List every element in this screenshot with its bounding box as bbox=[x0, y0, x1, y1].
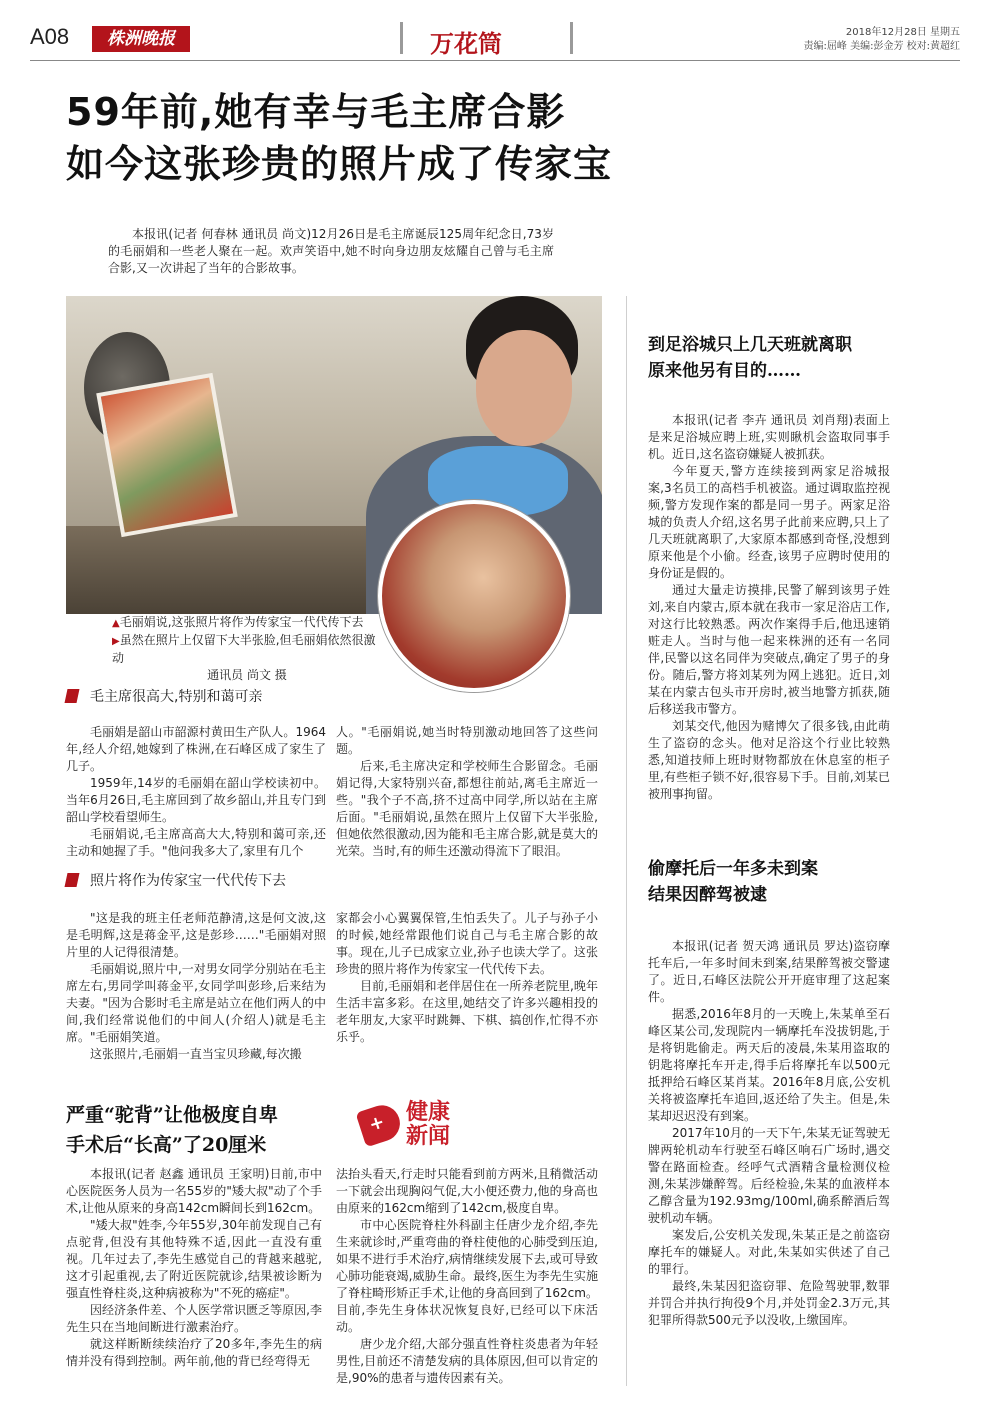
triangle-right-icon: ▶ bbox=[112, 636, 120, 647]
story3-body bbox=[648, 938, 890, 1329]
caption-line-1: ▲毛丽娟说,这张照片将作为传家宝一代代传下去 bbox=[112, 615, 364, 629]
paragraph: "这是我的班主任老师范静清,这是何文波,这是毛明辉,这是蒋金平,这是彭珍……"毛丽娟对照片里的人记得很清楚。 bbox=[66, 911, 326, 959]
paragraph: 毛丽娟说,毛主席高高大大,特别和蔼可亲,还主动和她握了手。"他问我多大了,家里有几个 bbox=[66, 827, 326, 858]
paragraph: 案发后,公安机关发现,朱某正是之前盗窃摩托车的嫌疑人。对此,朱某如实供述了自己的罪行。 bbox=[648, 1228, 890, 1276]
story3-title-line-1: 偷摩托后一年多未到案 bbox=[648, 859, 818, 879]
triangle-up-icon: ▲ bbox=[112, 618, 120, 629]
paragraph: 据悉,2016年8月的一天晚上,朱某单至石峰区某公司,发现院内一辆摩托车没拔钥匙,于是将钥匙偷走。两天后的凌晨,朱某用盗取的钥匙将摩托车开走,得手后将摩托车以500元抵押给石峰区某肖某。2016年8月底,公安机关将被盗摩托车追回,返还给了失主。但是,朱某却迟迟没有到案。 bbox=[648, 1007, 890, 1123]
held-group-photo bbox=[96, 373, 238, 537]
paragraph: 家都会小心翼翼保管,生怕丢失了。儿子与孙子小的时候,她经常跟他们说自己与毛主席合影的故事。现在,儿子已成家立业,孙子也读大学了。这张珍贵的照片将作为传家宝一代代传下去。 bbox=[336, 911, 598, 976]
section-name: 万花筒 bbox=[430, 29, 502, 58]
paragraph: 这张照片,毛丽娟一直当宝贝珍藏,每次搬 bbox=[90, 1047, 302, 1061]
story4-column-left bbox=[66, 1166, 322, 1370]
paragraph: 法抬头看天,行走时只能看到前方两米,且稍微活动一下就会出现胸闷气促,大小便还费力,他的身高也由原来的162cm缩到了142cm,极度自卑。 bbox=[336, 1167, 598, 1215]
section2-column-left bbox=[66, 910, 326, 1063]
paragraph: 唐少龙介绍,大部分强直性脊柱炎患者为年轻男性,目前还不清楚发病的具体原因,但可以肯定的是,90%的患者与遗传因素有关。 bbox=[336, 1337, 598, 1385]
cross-icon: + bbox=[366, 1111, 388, 1136]
photo-credit: 通讯员 尚文 摄 bbox=[207, 668, 287, 682]
story3-title-line-2: 结果因醉驾被逮 bbox=[648, 885, 767, 905]
paragraph: 目前,毛丽娟和老伴居住在一所养老院里,晚年生活丰富多彩。在这里,她结交了许多兴趣相投的老年朋友,大家平时跳舞、下棋、搞创作,忙得不亦乐乎。 bbox=[336, 979, 598, 1044]
health-news-badge bbox=[356, 1088, 474, 1158]
lead-paragraph bbox=[108, 226, 554, 277]
paragraph: 人。"毛丽娟说,她当时特别激动地回答了这些问题。 bbox=[336, 725, 598, 756]
paragraph: 今年夏天,警方连续接到两家足浴城报案,3名员工的高档手机被盗。通过调取监控视频,警方发现作案的都是同一男子。两家足浴城的负责人介绍,这名男子此前来应聘,只上了几天班就离职了,大家原本都感到奇怪,没想到原来他是个小偷。经查,该男子应聘时使用的身份证是假的。 bbox=[648, 464, 890, 580]
caption-line-2: ▶虽然在照片上仅留下大半张脸,但毛丽娟依然很激动 bbox=[112, 633, 376, 665]
story2-title-line-1: 到足浴城只上几天班就离职 bbox=[648, 335, 852, 355]
story4-title-line-1: 严重“驼背”让他极度自卑 bbox=[66, 1104, 278, 1126]
paragraph: 通过大量走访摸排,民警了解到该男子姓刘,来自内蒙古,原本就在我市一家足浴店工作,对这行比较熟悉。两次作案得手后,他迅速销赃走人。当时与他一起来株洲的还有一名同伴,民警以这名同伴为突破点,确定了男子的身份。随后,警方将刘某列为网上逃犯。近日,刘某在内蒙古包头市开房时,被当地警方抓获,随后移送我市警方。 bbox=[648, 583, 890, 716]
header-rule bbox=[30, 60, 960, 61]
newspaper-logo: 株洲晚报 bbox=[92, 26, 190, 52]
photo-caption bbox=[112, 614, 382, 684]
headline-line-2: 如今这张珍贵的照片成了传家宝 bbox=[66, 142, 613, 186]
story2-title-line-2: 原来他另有目的…… bbox=[648, 361, 801, 381]
badge-line-1: 健康 bbox=[406, 1099, 451, 1125]
red-block-icon bbox=[65, 873, 80, 887]
story2-title bbox=[648, 332, 852, 384]
story2-body bbox=[648, 412, 890, 803]
inset-photo-closeup bbox=[378, 500, 570, 692]
lead-text: 本报讯(记者 何春林 通讯员 尚文)12月26日是毛主席诞辰125周年纪念日,73岁的毛丽娟和一些老人聚在一起。欢声笑语中,她不时向身边朋友炫耀自己曾与毛主席合影,又一次讲起了当年的合影故事。 bbox=[108, 227, 554, 275]
badge-line-2: 新闻 bbox=[406, 1123, 451, 1149]
paragraph: 1959年,14岁的毛丽娟在韶山学校读初中。当年6月26日,毛主席回到了故乡韶山,并且专门到韶山学校看望师生。 bbox=[66, 776, 326, 824]
story4-column-right bbox=[336, 1166, 598, 1387]
paragraph: 本报讯(记者 李卉 通讯员 刘肖翔)表面上是来足浴城应聘上班,实则瞅机会盗取同事手机。近日,这名盗窃嫌疑人被抓获。 bbox=[648, 413, 890, 461]
paragraph: 因经济条件差、个人医学常识匮乏等原因,李先生只在当地间断进行激素治疗。 bbox=[66, 1303, 322, 1334]
paragraph: 就这样断断续续治疗了20多年,李先生的病情并没有得到控制。两年前,他的背已经弯得无 bbox=[66, 1337, 322, 1368]
paragraph: "矮大叔"姓李,今年55岁,30年前发现自己有点驼背,但没有其他特殊不适,因此一直没有重视。几年过去了,李先生感觉自己的背越来越驼,这才引起重视,去了附近医院就诊,结果被诊断为强直性脊柱炎,这种病被称为"不死的癌症"。 bbox=[66, 1218, 322, 1300]
paragraph: 毛丽娟是韶山市韶源村黄田生产队人。1964年,经人介绍,她嫁到了株洲,在石峰区成了家生了几子。 bbox=[66, 725, 326, 773]
story4-title bbox=[66, 1100, 278, 1160]
paragraph: 2017年10月的一天下午,朱某无证驾驶无牌两轮机动车行驶至石峰区响石广场时,遇交警在路面检查。经呼气式酒精含量检测仪检测,朱某涉嫌醉驾。后经检验,朱某的血液样本乙醇含量为192.93mg/100ml,确系醉酒后驾驶机动车辆。 bbox=[648, 1126, 890, 1225]
paragraph: 市中心医院脊柱外科副主任唐少龙介绍,李先生来就诊时,严重弯曲的脊柱使他的心肺受到压迫,如果不进行手术治疗,病情继续发展下去,或可导致心肺功能衰竭,威胁生命。最终,医生为李先生实施了脊柱畸形矫正手术,让他的身高回到了162cm。目前,李先生身体状况恢复良好,已经可以下床活动。 bbox=[336, 1218, 598, 1334]
page-number: A08 bbox=[30, 24, 70, 49]
issue-date: 2018年12月28日 星期五 bbox=[845, 27, 960, 38]
main-headline bbox=[66, 86, 612, 190]
section1-column-right bbox=[336, 724, 598, 860]
paragraph: 最终,朱某因犯盗窃罪、危险驾驶罪,数罪并罚合并执行拘役9个月,并处罚金2.3万元,其犯罪所得款500元予以没收,上缴国库。 bbox=[648, 1279, 890, 1327]
paragraph: 刘某交代,他因为赌博欠了很多钱,由此萌生了盗窃的念头。他对足浴这个行业比较熟悉,知道技师上班时财物都放在休息室的柜子里,有些柜子锁不好,很容易下手。目前,刘某已被刑事拘留。 bbox=[648, 719, 890, 801]
subheading-2: 照片将作为传家宝一代代传下去 bbox=[66, 870, 286, 892]
divider-bar-left bbox=[400, 22, 403, 54]
story4-title-line-2: 手术后“长高”了20厘米 bbox=[66, 1134, 267, 1156]
story3-title bbox=[648, 856, 818, 908]
subheading-1: 毛主席很高大,特别和蔼可亲 bbox=[66, 686, 262, 708]
paragraph: 后来,毛主席决定和学校师生合影留念。毛丽娟记得,大家特别兴奋,都想往前站,离毛主席近一些。"我个子不高,挤不过高中同学,所以站在主席后面。"毛丽娟说,虽然在照片上仅留下大半张脸,但她依然很激动,因为能和毛主席合影,就是莫大的光荣。当时,有的师生还激动得流下了眼泪。 bbox=[336, 759, 598, 858]
column-divider bbox=[626, 296, 627, 1386]
divider-bar-right bbox=[570, 22, 573, 54]
masthead bbox=[30, 18, 960, 58]
paragraph: 毛丽娟说,照片中,一对男女同学分别站在毛主席左右,男同学叫蒋金平,女同学叫彭珍,后来结为夫妻。"因为合影时毛主席是站立在他们两人的中间,我们经常说他们的中间人(介绍人)就是毛主席。"毛丽娟笑道。 bbox=[66, 962, 326, 1044]
paragraph: 本报讯(记者 贺天鸿 通讯员 罗达)盗窃摩托车后,一年多时间未到案,结果醉驾被交警逮了。近日,石峰区法院公开开庭审理了这起案件。 bbox=[648, 939, 890, 1004]
headline-line-1: 59年前,她有幸与毛主席合影 bbox=[66, 90, 566, 134]
section1-column-left bbox=[66, 724, 326, 860]
woman-face bbox=[476, 330, 572, 446]
red-block-icon bbox=[65, 689, 80, 703]
section2-column-right bbox=[336, 910, 598, 1046]
editor-credits: 责编:屈峰 美编:彭金芳 校对:黄超红 bbox=[803, 41, 960, 52]
paragraph: 本报讯(记者 赵鑫 通讯员 王家明)日前,市中心医院医务人员为一名55岁的"矮大叔"动了个手术,让他从原来的身高142cm瞬间长到162cm。 bbox=[66, 1167, 322, 1215]
